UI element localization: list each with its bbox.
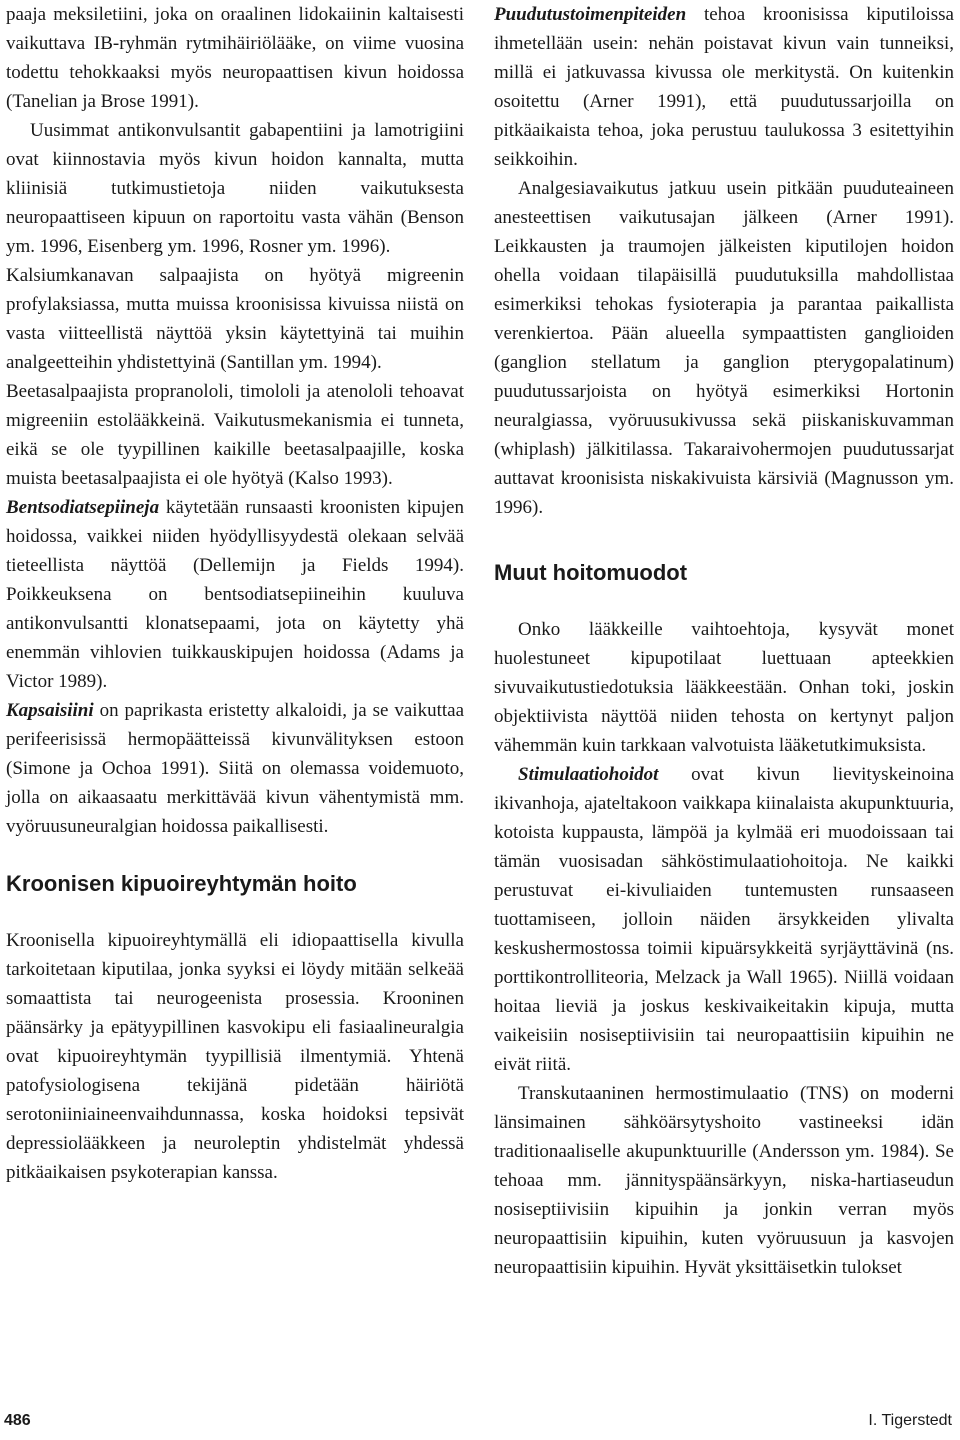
page-number: 486 [4, 1412, 31, 1429]
paragraph [494, 0, 954, 174]
paragraph-text: ovat kivun lievityskeinoina ikivanhoja, ajateltakoon vaikkapa kiinalaista akupunktuuria, kotoista kuppausta, lämpöä ja kylmää eri muodoissaan tai tämän vuosisadan sähköstimulaatiohoitoja. Ne kaikki perustuvat ei-kivuliaiden tuntemusten runsaaseen tuottamiseen, jolloin näiden ärsykkeiden ylivalta keskushermostossa toimii kipuärsykkeitä syrjäyttävinä (ns. porttikontrolliteoria, Melzack ja Wall 1965). Niillä voidaan hoitaa lieviä ja joskus keskivaikeitakin kipuja, mutta vaikeisiin nosiseptiivisiin tai neuropaattisiin kipuihin ne eivät riitä. [494, 764, 954, 1075]
page-footer [0, 1412, 960, 1436]
paragraph: Onko lääkkeille vaihtoehtoja, kysyvät monet huolestuneet kipupotilaat luettuaan apteekkien sivuvaikutustiedotuksia lääkkeestään. Onhan toki, joskin objektiivista näyttöä niiden tehosta on kertynyt paljon vähemmän kuin tarkkaan valvotuista lääketutkimuksista. [494, 619, 954, 756]
right-column [494, 0, 954, 1282]
section-heading: Kroonisen kipuoireyhtymän hoito [6, 871, 357, 896]
term-kapsaisiini: Kapsaisiini [6, 700, 94, 721]
paragraph: Uusimmat antikonvulsantit gabapentiini ja lamotrigiini ovat kiinnostavia myös kivun hoidon kannalta, mutta kliinisiä tutkimustietoja niiden vaikutuksesta neuropaattiseen kipuun on raportoitu vasta vähän (Benson ym. 1996, Eisenberg ym. 1996, Rosner ym. 1996). [6, 120, 464, 257]
term-bentsodiatsepiinit: Bentsodiatsepiineja [6, 497, 160, 518]
author-name: I. Tigerstedt [868, 1412, 952, 1429]
paragraph-text: käytetään runsaasti kroonisten kipujen hoidossa, vaikkei niiden hyödyllisyydestä olekaan selvää tieteellista näyttöä (Dellemijn ja Fields 1994). Poikkeuksena on bentsodiatsepiineihin kuuluva antikonvulsantti klonatsepaami, jota on käytetty yhä enemmän vihlovien tuikkauskipujen hoidossa (Adams ja Victor 1989). [6, 497, 464, 692]
paragraph-text: tehoa kroonisissa kiputiloissa ihmetellään usein: nehän poistavat kivun vain tunneiksi, millä ei jatkuvassa kivussa ole merkitystä. On kuitenkin osoitettu (Arner 1991), että puudutussarjoilla on pitkäaikaista tehoa, joka perustuu taulukossa 3 esitettyihin seikkoihin. [494, 4, 954, 170]
term-puudutustoimenpiteet: Puudutustoimenpiteiden [494, 4, 687, 25]
paragraph: Kalsiumkanavan salpaajista on hyötyä migreenin profylaksiassa, mutta muissa kroonisissa kivuissa niistä on vasta viitteellistä näyttöä yksin käytettyinä tai muihin analgeetteihin yhdistettyinä (Santillan ym. 1994). [6, 265, 464, 373]
term-stimulaatiohoidot: Stimulaatiohoidot [518, 764, 659, 785]
paragraph [6, 493, 464, 696]
left-column [6, 0, 464, 1187]
paragraph: Kroonisella kipuoireyhtymällä eli idiopaattisella kivulla tarkoitetaan kiputilaa, jonka syyksi ei löydy mitään selkeää somaattista tai neurogeenista prosessia. Krooninen päänsärky ja epätyypillinen kasvokipu eli fasiaalineuralgia ovat kipuoireyhtymän tyypillisiä ilmentymiä. Yhtenä patofysiologisena tekijänä pidetään häiriötä serotoniiniaineenvaihdunnassa, koska hoidoksi tepsivät depressiolääkkeen ja neuroleptin yhdistelmät yhdessä pitkäaikaisen psykoterapian kanssa. [6, 930, 464, 1183]
paragraph [494, 760, 954, 1079]
paragraph-text: on paprikasta eristetty alkaloidi, ja se vaikuttaa perifeerisissä hermopäätteissä kivunvälityksen estoon (Simone ja Ochoa 1991). Siitä on olemassa voidemuoto, jolla on aikaasaatu merkittävää kivun vähentymistä mm. vyöruusuneuralgian hoidossa paikallisesti. [6, 700, 464, 837]
paragraph: Transkutaaninen hermostimulaatio (TNS) on moderni länsimainen sähköärsytyshoito vastineeksi idän traditionaaliselle akupunktuurille (Andersson ym. 1984). Se tehoaa mm. jännityspäänsärkyyn, niska-hartiaseudun nosiseptiivisiin kipuihin ja jonkin verran myös neuropaattisiin kipuihin, kuten vyöruusuun ja kasvojen neuropaattisiin kipuihin. Hyvät yksittäisetkin tulokset [494, 1083, 954, 1278]
paragraph: paaja meksiletiini, joka on oraalinen lidokaiinin kaltaisesti vaikuttava IB-ryhmän rytmihäiriölääke, on viime vuosina todettu tehokkaaksi myös neuropaattisen kivun hoidossa (Tanelian ja Brose 1991). [6, 4, 464, 112]
paragraph [6, 696, 464, 841]
paragraph: Analgesiavaikutus jatkuu usein pitkään puuduteaineen anesteettisen vaikutusajan jälkeen (Arner 1991). Leikkausten ja traumojen jälkeisten kiputilojen hoidon ohella voidaan tilapäisillä puudutuksilla mahdollistaa esimerkiksi tehokas fysioterapia ja parantaa paikallista verenkiertoa. Pään alueella sympaattisten ganglioiden (ganglion stellatum ja ganglion pterygopalatinum) puudutussarjoista on hyötyä esimerkiksi Hortonin neuralgiassa, vyöruusukivussa sekä piiskaniskuvamman (whiplash) jälkitilassa. Takaraivohermojen puudutussarjat auttavat kroonisista niskakivuista kärsiviä (Magnusson ym. 1996). [494, 178, 954, 518]
paragraph: Beetasalpaajista propranololi, timololi ja atenololi tehoavat migreeniin estolääkkeinä. Vaikutusmekanismia ei tunneta, eikä se ole tyypillinen kaikille beetasalpaajille, koska muista beetasalpaajista ei ole hyötyä (Kalso 1993). [6, 381, 464, 489]
section-heading: Muut hoitomuodot [494, 560, 688, 585]
